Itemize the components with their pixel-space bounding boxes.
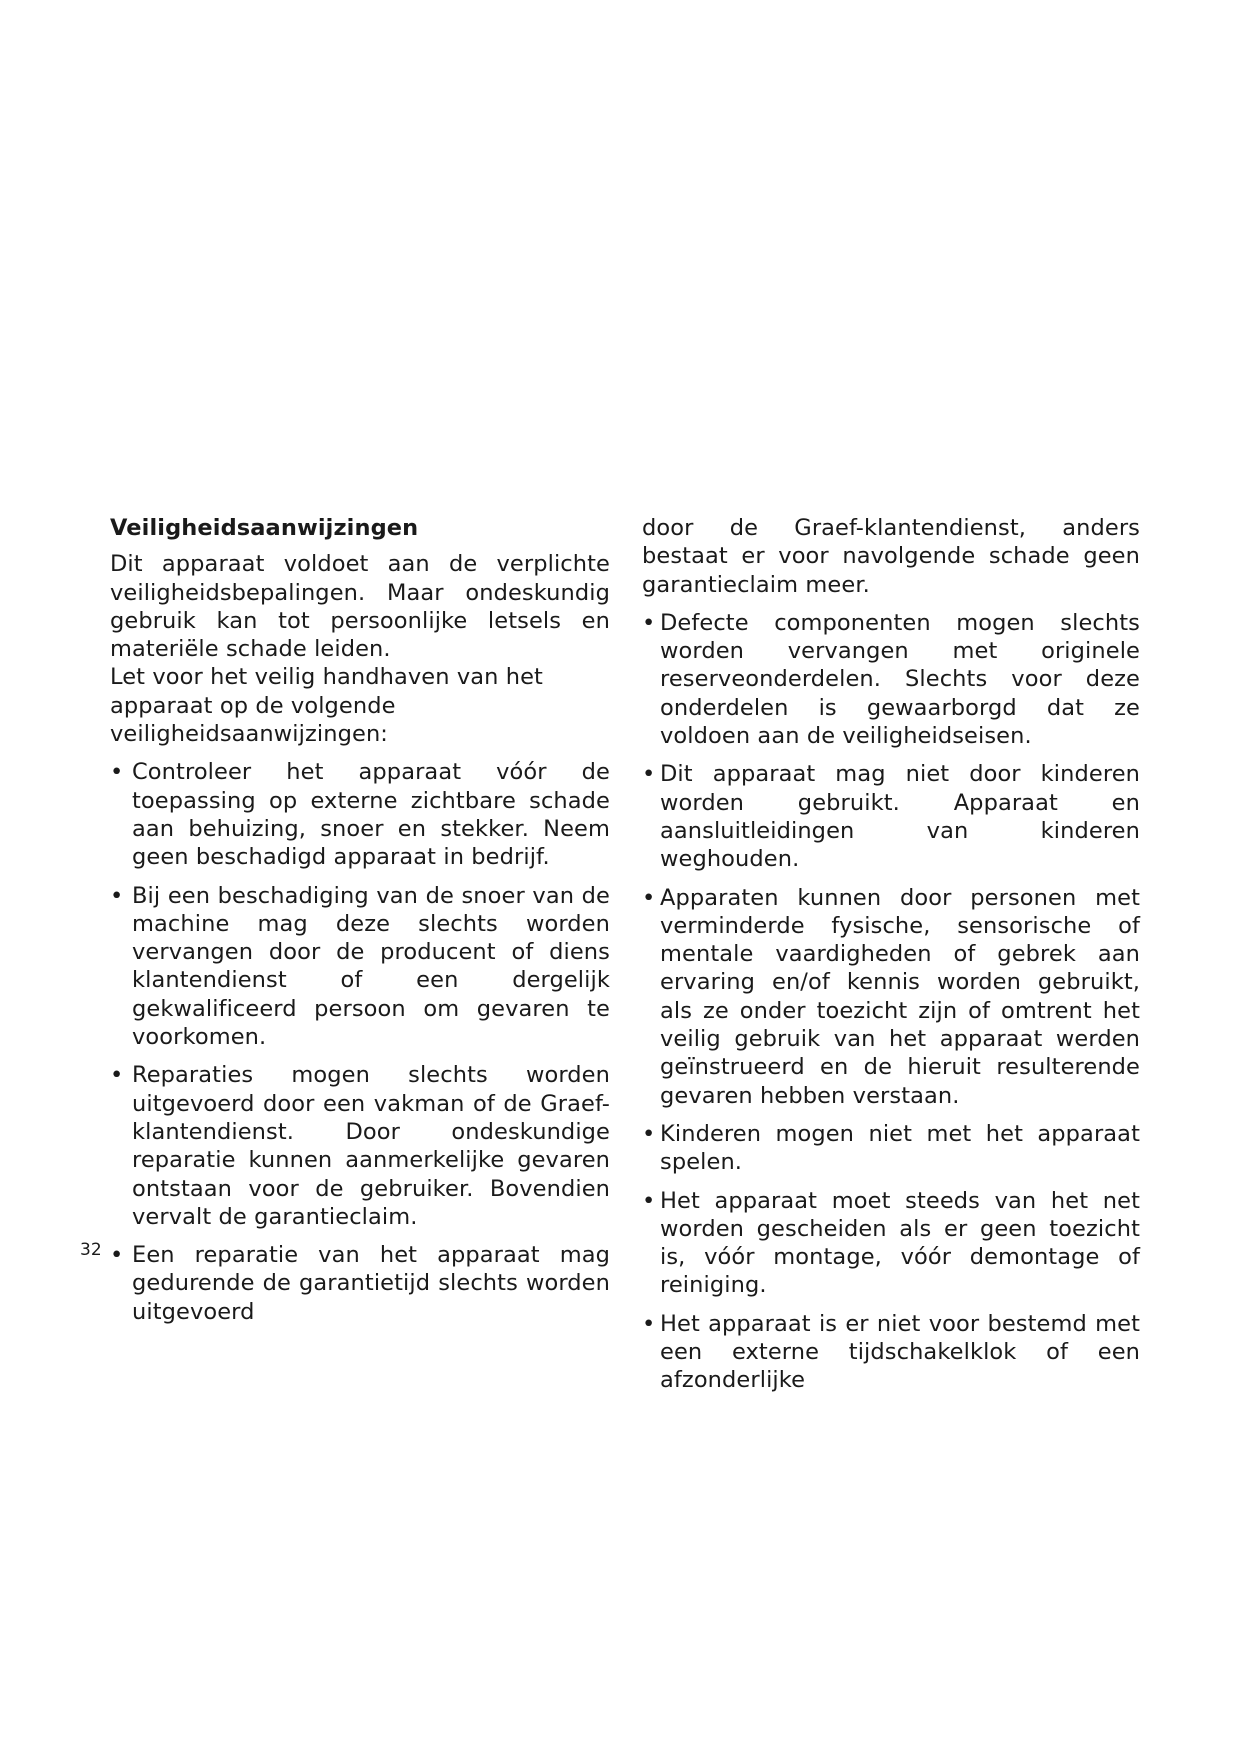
- list-item: [110, 1241, 610, 1326]
- right-column: [642, 514, 1140, 1405]
- left-column: [110, 514, 610, 1336]
- list-item: [642, 1187, 1140, 1300]
- list-item-text: Het apparaat moet steeds van het net worden gescheiden als er geen toezicht is, vóór montage, vóór demontage of reiniging.: [660, 1187, 1140, 1299]
- list-item: [642, 884, 1140, 1110]
- list-item: [110, 758, 610, 871]
- bullet-icon: •: [110, 1062, 124, 1089]
- list-item: [642, 1120, 1140, 1177]
- bullet-icon: •: [110, 882, 124, 909]
- list-item: [110, 1061, 610, 1231]
- list-item: [110, 882, 610, 1052]
- list-item-text: Bij een beschadiging van de snoer van de machine mag deze slechts worden vervangen door de producent of diens klantendienst of een dergelijk gekwalificeerd persoon om gevaren te voorkomen.: [132, 882, 610, 1051]
- bullet-icon: •: [110, 1242, 124, 1269]
- left-bullet-list: [110, 758, 610, 1326]
- list-item-text: Een reparatie van het apparaat mag gedurende de garantietijd slechts worden uitgevoerd: [132, 1242, 610, 1325]
- right-bullet-list: [642, 609, 1140, 1395]
- list-item-text: Reparaties mogen slechts worden uitgevoerd door een vakman of de Graef-klantendienst. Door ondeskundige reparatie kunnen aanmerkelijke gevaren ontstaan voor de gebruiker. Bovendien vervalt de garantieclaim.: [132, 1062, 610, 1230]
- continued-list-text: door de Graef-klantendienst, anders bestaat er voor navolgende schade geen garantieclaim meer.: [642, 515, 1140, 598]
- bullet-icon: •: [642, 1187, 656, 1214]
- bullet-icon: •: [642, 609, 656, 636]
- intro-paragraph-1: Dit apparaat voldoet aan de verplichte veiligheidsbepalingen. Maar ondeskundig gebruik kan tot persoonlijke letsels en materiële schade leiden.: [110, 551, 610, 663]
- page-number: 32: [80, 1240, 102, 1260]
- bullet-icon: •: [110, 759, 124, 786]
- list-item-text: Apparaten kunnen door personen met verminderde fysische, sensorische of mentale vaardigheden of gebrek aan ervaring en/of kennis worden gebruikt, als ze onder toezicht zijn of omtrent het veilig gebruik van het apparaat werden geïnstrueerd en de hieruit resulterende gevaren hebben verstaan.: [660, 884, 1140, 1109]
- list-item-text: Het apparaat is er niet voor bestemd met een externe tijdschakelklok of een afzonderlijke: [660, 1310, 1140, 1394]
- list-item-text: Dit apparaat mag niet door kinderen worden gebruikt. Apparaat en aansluitleidingen van kinderen weghouden.: [660, 761, 1140, 873]
- bullet-icon: •: [642, 1120, 656, 1147]
- list-item: [642, 1310, 1140, 1395]
- list-item-text: Defecte componenten mogen slechts worden vervangen met originele reserveonderdelen. Slechts voor deze onderdelen is gewaarborgd dat ze voldoen aan de veiligheidseisen.: [660, 609, 1140, 750]
- list-item: [642, 609, 1140, 750]
- list-item: [642, 760, 1140, 873]
- list-item-text: Controleer het apparaat vóór de toepassing op externe zichtbare schade aan behuizing, snoer en stekker. Neem geen beschadigd apparaat in bedrijf.: [132, 759, 610, 871]
- bullet-icon: •: [642, 761, 656, 788]
- intro-paragraph-2: Let voor het veilig handhaven van het apparaat op de volgende veiligheidsaanwijzingen:: [110, 664, 543, 748]
- section-heading: Veiligheidsaanwijzingen: [110, 515, 419, 541]
- bullet-icon: •: [642, 884, 656, 911]
- list-item-text: Kinderen mogen niet met het apparaat spelen.: [660, 1120, 1140, 1176]
- bullet-icon: •: [642, 1310, 656, 1337]
